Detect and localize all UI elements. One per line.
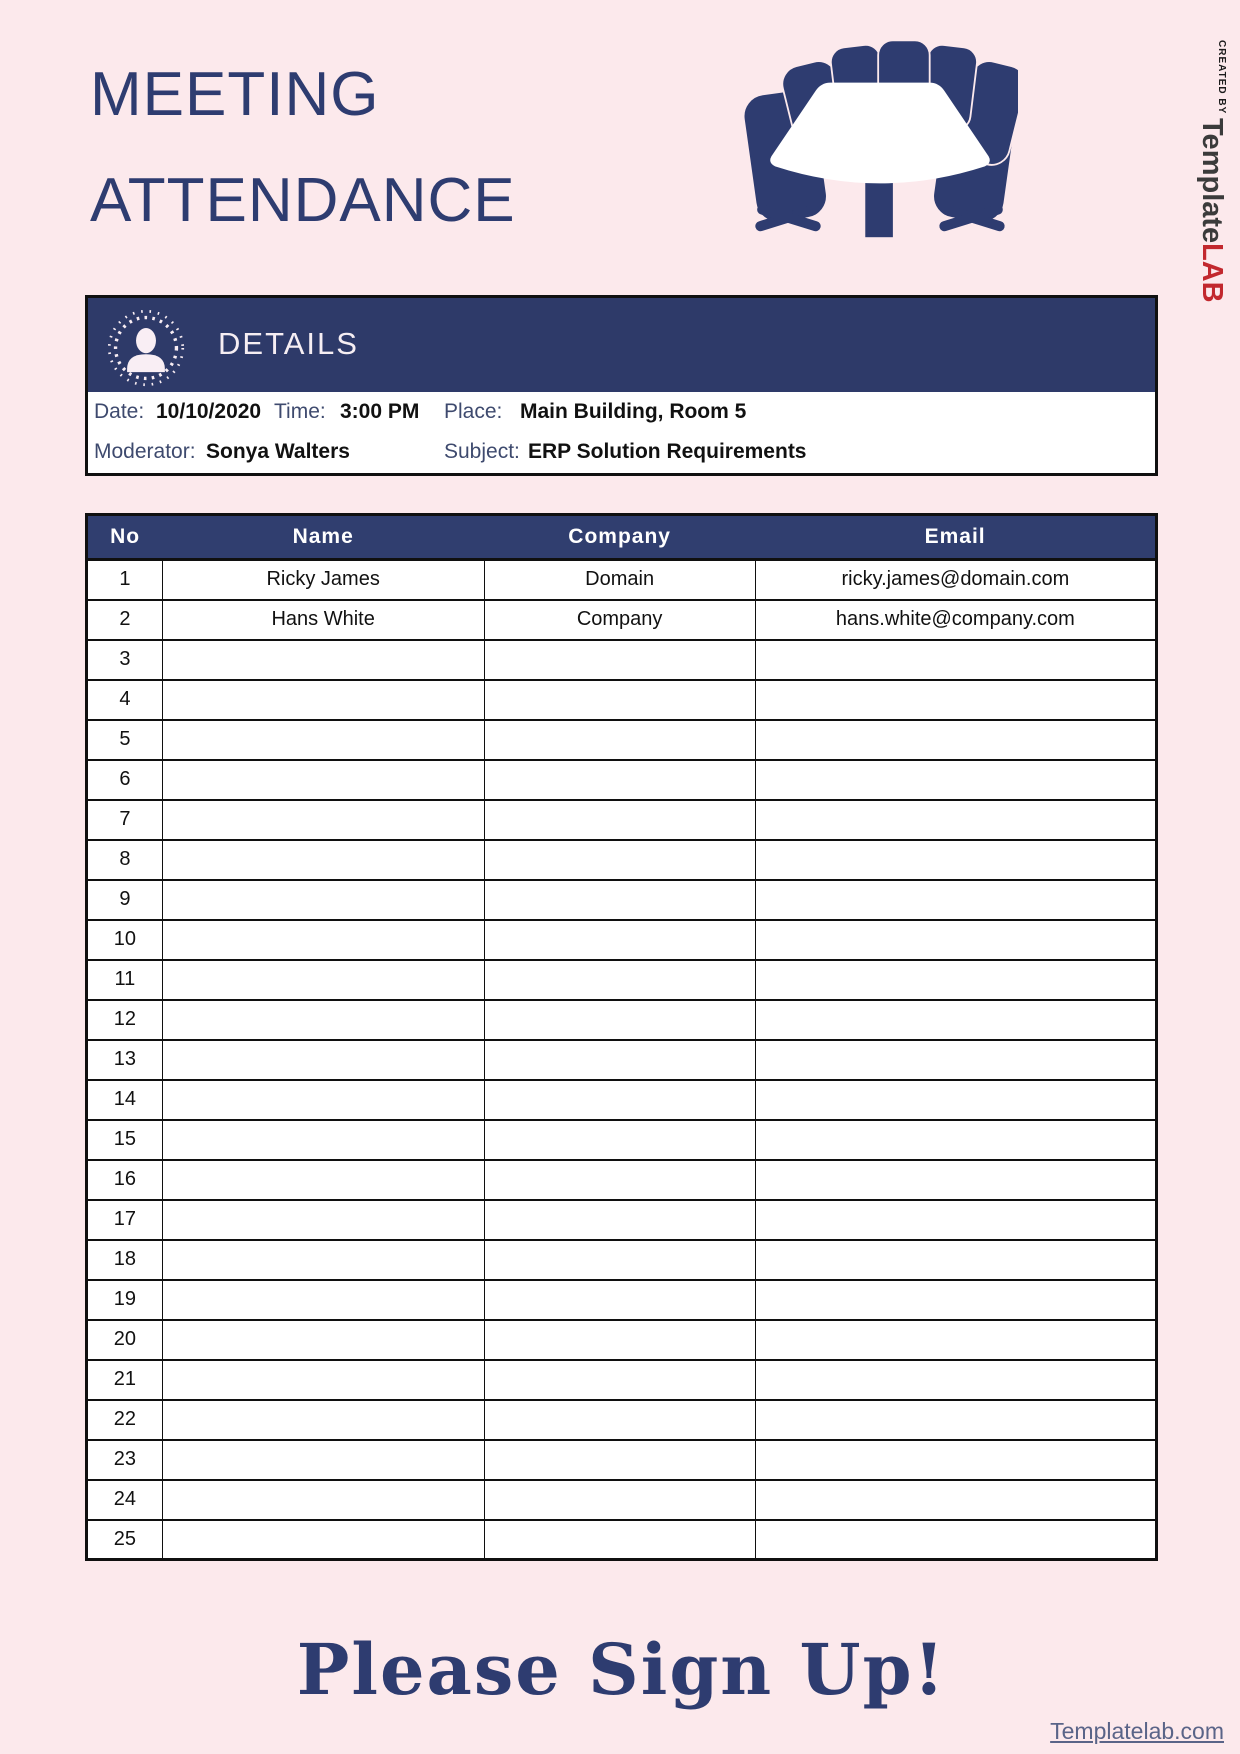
cell-company bbox=[484, 720, 755, 760]
cell-company bbox=[484, 880, 755, 920]
cell-name bbox=[162, 1160, 484, 1200]
cell-no: 18 bbox=[87, 1240, 163, 1280]
cell-company bbox=[484, 800, 755, 840]
cell-name bbox=[162, 1280, 484, 1320]
table-row bbox=[87, 960, 1157, 1000]
table-row bbox=[87, 640, 1157, 680]
cell-company bbox=[484, 1280, 755, 1320]
cell-no: 1 bbox=[87, 560, 163, 600]
cell-company bbox=[484, 1240, 755, 1280]
cell-name bbox=[162, 1200, 484, 1240]
cell-name bbox=[162, 1440, 484, 1480]
time-value: 3:00 PM bbox=[340, 400, 420, 423]
cell-name bbox=[162, 1320, 484, 1360]
header-company: Company bbox=[484, 515, 755, 560]
cell-company bbox=[484, 1160, 755, 1200]
cell-company bbox=[484, 920, 755, 960]
cell-email bbox=[755, 640, 1156, 680]
header-email: Email bbox=[755, 515, 1156, 560]
cell-no: 10 bbox=[87, 920, 163, 960]
header-name: Name bbox=[162, 515, 484, 560]
cell-email bbox=[755, 1440, 1156, 1480]
cell-company bbox=[484, 960, 755, 1000]
cell-no: 9 bbox=[87, 880, 163, 920]
cell-no: 4 bbox=[87, 680, 163, 720]
cell-company bbox=[484, 1520, 755, 1560]
cell-email bbox=[755, 1240, 1156, 1280]
table-row bbox=[87, 680, 1157, 720]
details-section bbox=[85, 295, 1158, 476]
details-row-2 bbox=[88, 432, 1155, 473]
table-row bbox=[87, 1400, 1157, 1440]
attendance-table bbox=[85, 513, 1158, 1561]
cell-company bbox=[484, 1360, 755, 1400]
cell-name bbox=[162, 1520, 484, 1560]
table-row bbox=[87, 760, 1157, 800]
details-row-1 bbox=[88, 392, 1155, 432]
cell-email bbox=[755, 1080, 1156, 1120]
cell-email bbox=[755, 1200, 1156, 1240]
table-row bbox=[87, 560, 1157, 600]
cell-email bbox=[755, 920, 1156, 960]
cell-company: Domain bbox=[484, 560, 755, 600]
page-title bbox=[90, 42, 516, 254]
place-value: Main Building, Room 5 bbox=[520, 400, 747, 423]
cell-company: Company bbox=[484, 600, 755, 640]
cell-company bbox=[484, 840, 755, 880]
cell-name bbox=[162, 800, 484, 840]
cell-name bbox=[162, 1360, 484, 1400]
cell-company bbox=[484, 760, 755, 800]
cell-name bbox=[162, 880, 484, 920]
cell-name bbox=[162, 920, 484, 960]
cell-name bbox=[162, 1000, 484, 1040]
table-row bbox=[87, 1080, 1157, 1120]
cell-no: 15 bbox=[87, 1120, 163, 1160]
cell-name bbox=[162, 1400, 484, 1440]
cell-name bbox=[162, 1240, 484, 1280]
table-row bbox=[87, 920, 1157, 960]
cell-name bbox=[162, 680, 484, 720]
cell-no: 17 bbox=[87, 1200, 163, 1240]
brand-created-by: CREATED BY bbox=[1216, 40, 1227, 115]
subject-label: Subject: bbox=[444, 440, 520, 463]
cell-email bbox=[755, 840, 1156, 880]
cell-email bbox=[755, 680, 1156, 720]
cell-no: 12 bbox=[87, 1000, 163, 1040]
cell-company bbox=[484, 1440, 755, 1480]
cell-name bbox=[162, 1120, 484, 1160]
cell-company bbox=[484, 640, 755, 680]
cell-company bbox=[484, 1000, 755, 1040]
conference-table-icon bbox=[742, 34, 1018, 238]
table-header-row bbox=[87, 515, 1157, 560]
cell-no: 6 bbox=[87, 760, 163, 800]
cell-name bbox=[162, 1080, 484, 1120]
brand-logo bbox=[1197, 40, 1226, 303]
table-row bbox=[87, 1520, 1157, 1560]
cell-no: 24 bbox=[87, 1480, 163, 1520]
cell-no: 11 bbox=[87, 960, 163, 1000]
cell-email bbox=[755, 1160, 1156, 1200]
cell-email bbox=[755, 1040, 1156, 1080]
cell-email bbox=[755, 1000, 1156, 1040]
cell-name bbox=[162, 640, 484, 680]
cell-company bbox=[484, 1320, 755, 1360]
cell-email: hans.white@company.com bbox=[755, 600, 1156, 640]
cell-email: ricky.james@domain.com bbox=[755, 560, 1156, 600]
brand-name-lab: LAB bbox=[1196, 243, 1228, 304]
cell-email bbox=[755, 760, 1156, 800]
cell-no: 7 bbox=[87, 800, 163, 840]
cell-no: 8 bbox=[87, 840, 163, 880]
brand-name-template: Template bbox=[1196, 118, 1228, 244]
cell-company bbox=[484, 1120, 755, 1160]
table-row bbox=[87, 1000, 1157, 1040]
place-label: Place: bbox=[444, 400, 503, 423]
page-title-line2: ATTENDANCE bbox=[90, 166, 516, 235]
cell-name bbox=[162, 840, 484, 880]
cell-no: 5 bbox=[87, 720, 163, 760]
cell-no: 20 bbox=[87, 1320, 163, 1360]
table-row bbox=[87, 1200, 1157, 1240]
cell-company bbox=[484, 680, 755, 720]
table-row bbox=[87, 1440, 1157, 1480]
date-label: Date: bbox=[94, 400, 145, 423]
table-row bbox=[87, 1480, 1157, 1520]
cell-no: 23 bbox=[87, 1440, 163, 1480]
cell-name bbox=[162, 1040, 484, 1080]
cell-email bbox=[755, 1400, 1156, 1440]
table-row bbox=[87, 1160, 1157, 1200]
cell-name: Ricky James bbox=[162, 560, 484, 600]
cell-no: 25 bbox=[87, 1520, 163, 1560]
table-row bbox=[87, 1040, 1157, 1080]
table-row bbox=[87, 1120, 1157, 1160]
cell-no: 3 bbox=[87, 640, 163, 680]
cell-no: 16 bbox=[87, 1160, 163, 1200]
moderator-value: Sonya Walters bbox=[206, 440, 350, 463]
user-sync-icon bbox=[104, 306, 188, 390]
table-row bbox=[87, 720, 1157, 760]
time-label: Time: bbox=[274, 400, 326, 423]
moderator-label: Moderator: bbox=[94, 440, 196, 463]
header-no: No bbox=[87, 515, 163, 560]
cell-email bbox=[755, 1360, 1156, 1400]
cell-no: 21 bbox=[87, 1360, 163, 1400]
cell-no: 19 bbox=[87, 1280, 163, 1320]
cell-name bbox=[162, 960, 484, 1000]
cell-email bbox=[755, 1480, 1156, 1520]
cell-email bbox=[755, 880, 1156, 920]
cell-company bbox=[484, 1080, 755, 1120]
cell-no: 14 bbox=[87, 1080, 163, 1120]
cell-email bbox=[755, 960, 1156, 1000]
subject-value: ERP Solution Requirements bbox=[528, 440, 807, 463]
signup-text: Please Sign Up! bbox=[296, 1628, 947, 1711]
cell-email bbox=[755, 800, 1156, 840]
cell-name: Hans White bbox=[162, 600, 484, 640]
cell-email bbox=[755, 1120, 1156, 1160]
table-row bbox=[87, 1320, 1157, 1360]
cell-name bbox=[162, 760, 484, 800]
cell-no: 22 bbox=[87, 1400, 163, 1440]
details-header-label: DETAILS bbox=[218, 326, 359, 361]
table-row bbox=[87, 800, 1157, 840]
cell-name bbox=[162, 1480, 484, 1520]
table-row bbox=[87, 840, 1157, 880]
table-row bbox=[87, 1360, 1157, 1400]
table-row bbox=[87, 880, 1157, 920]
details-header-bar bbox=[88, 298, 1155, 392]
cell-company bbox=[484, 1040, 755, 1080]
page-title-line1: MEETING bbox=[90, 60, 380, 129]
cell-company bbox=[484, 1200, 755, 1240]
cell-company bbox=[484, 1480, 755, 1520]
templatelab-link[interactable]: Templatelab.com bbox=[1050, 1718, 1224, 1744]
cell-company bbox=[484, 1400, 755, 1440]
cell-email bbox=[755, 1320, 1156, 1360]
cell-no: 2 bbox=[87, 600, 163, 640]
cell-name bbox=[162, 720, 484, 760]
attendance-table-body bbox=[87, 560, 1157, 1560]
table-row bbox=[87, 600, 1157, 640]
cell-email bbox=[755, 1280, 1156, 1320]
cell-no: 13 bbox=[87, 1040, 163, 1080]
table-row bbox=[87, 1280, 1157, 1320]
table-row bbox=[87, 1240, 1157, 1280]
date-value: 10/10/2020 bbox=[156, 400, 262, 423]
cell-email bbox=[755, 720, 1156, 760]
cell-email bbox=[755, 1520, 1156, 1560]
